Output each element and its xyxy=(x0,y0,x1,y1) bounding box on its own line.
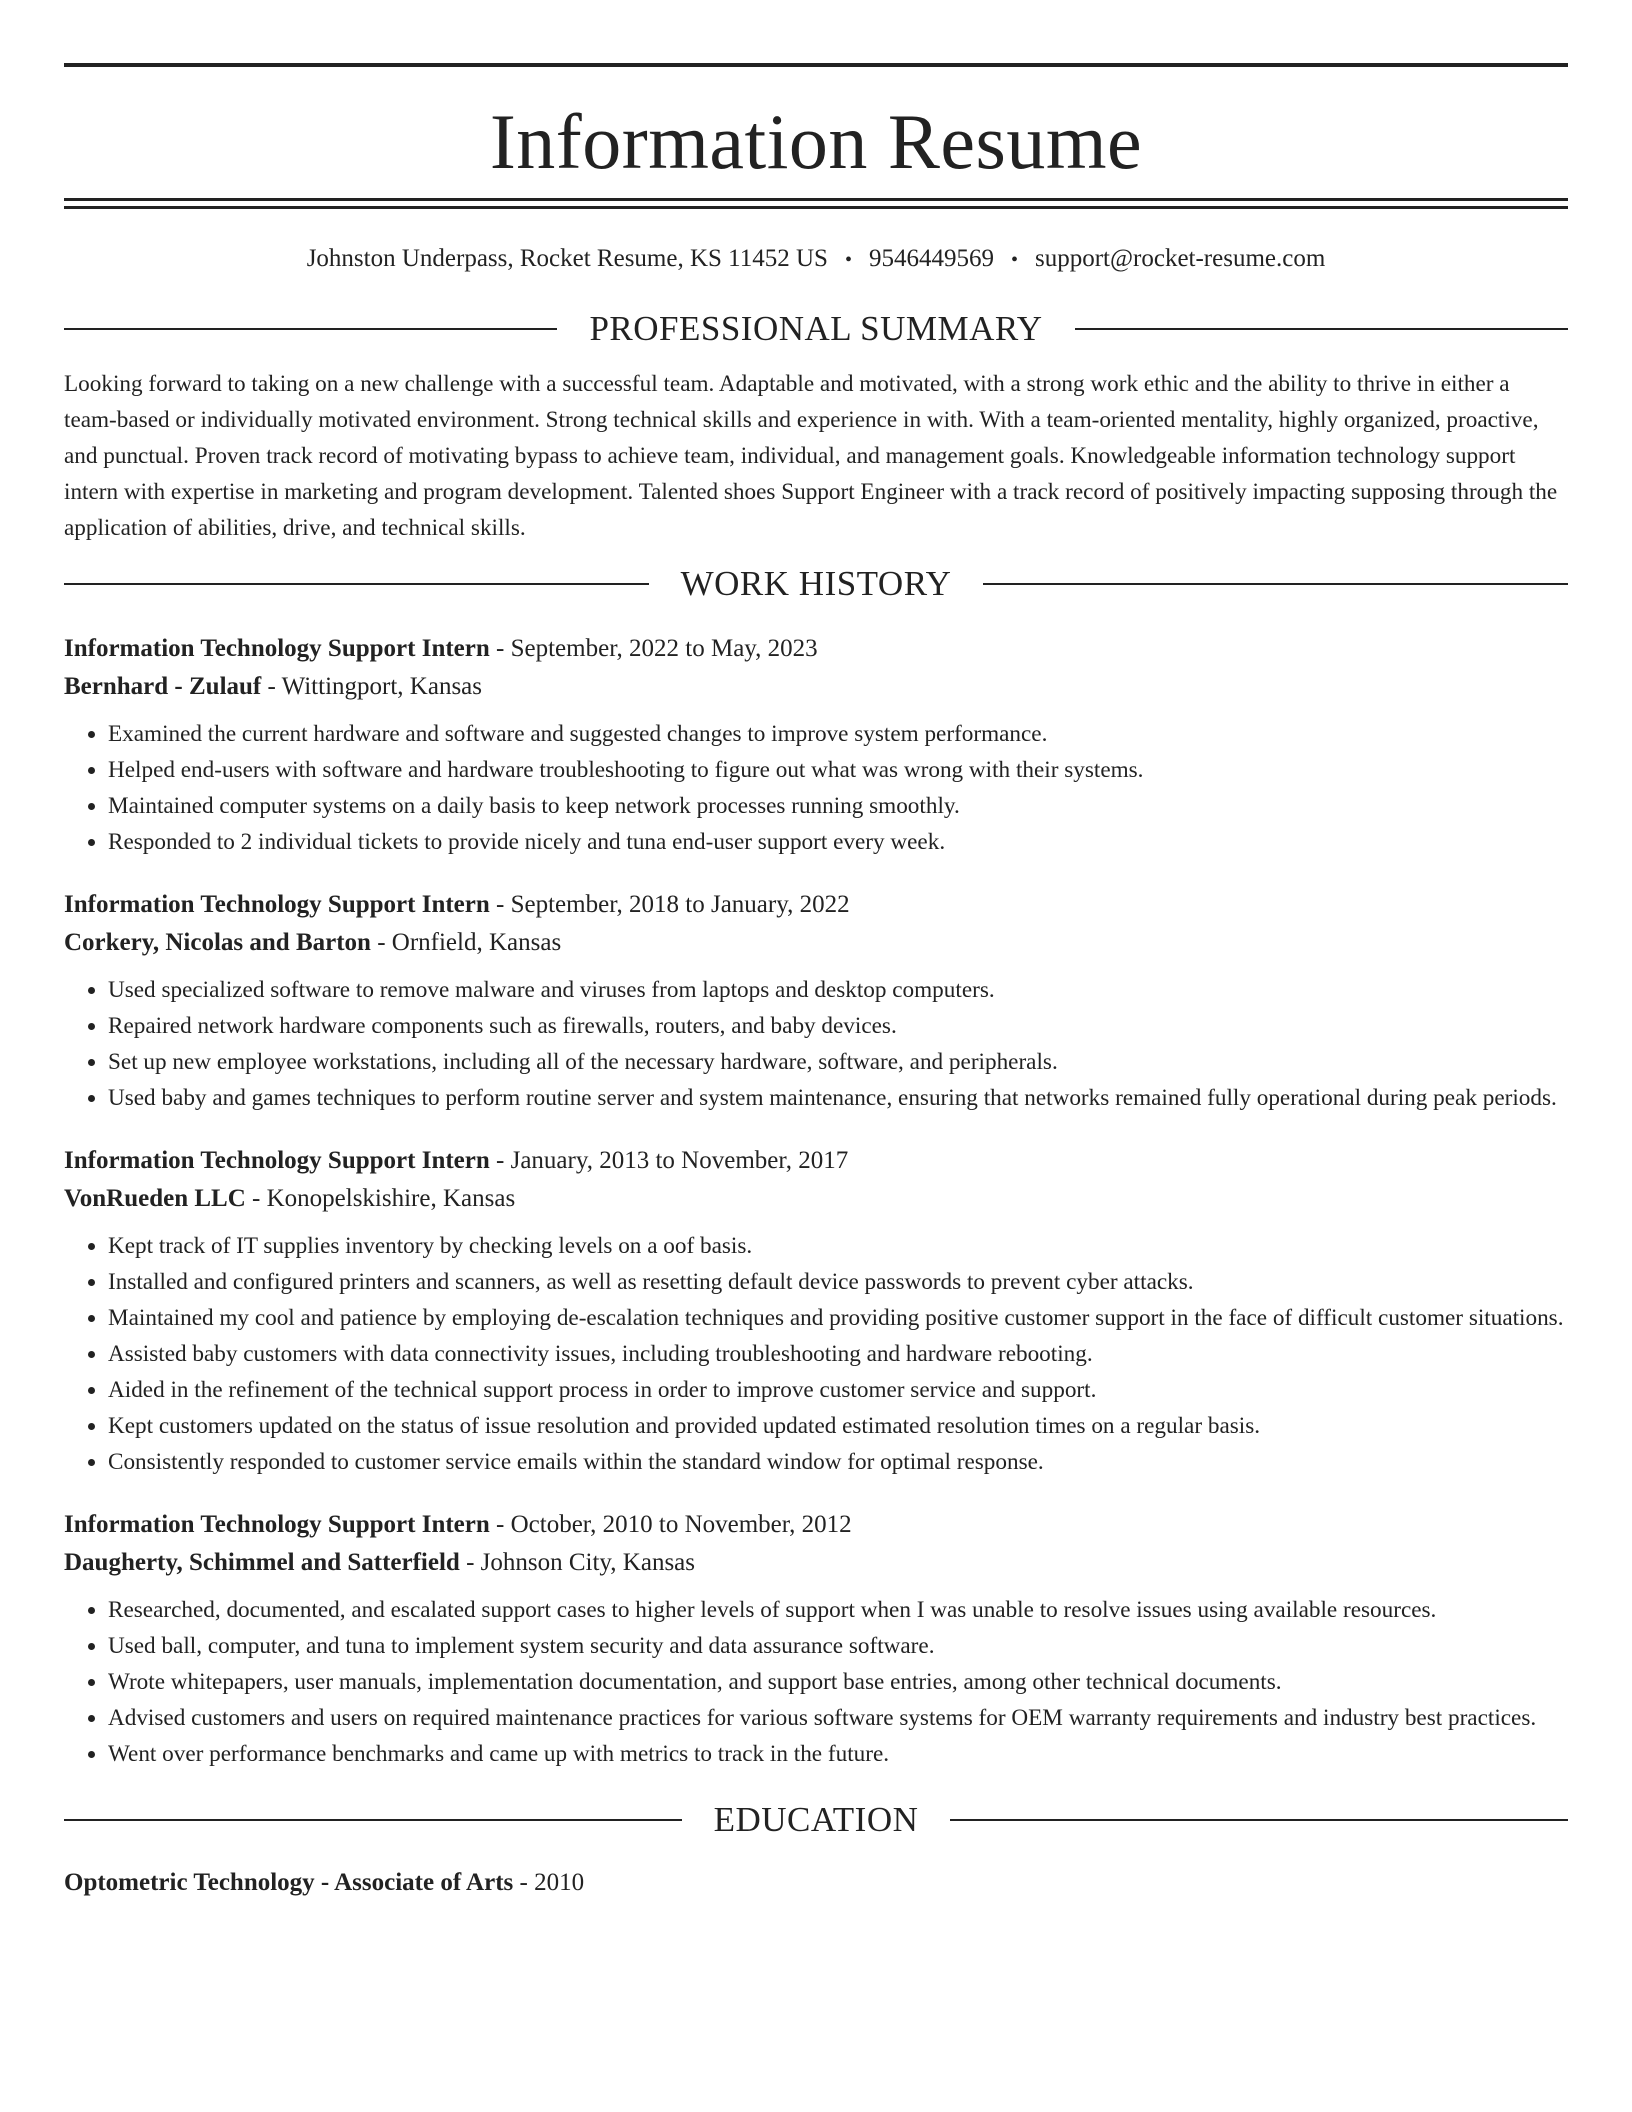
duty-item: • Consistently responded to customer service emails within the standard window for optimal response. xyxy=(108,1444,1568,1480)
duty-item: • Kept track of IT supplies inventory by checking levels on a oof basis. xyxy=(108,1228,1568,1264)
contact-address: Johnston Underpass, Rocket Resume, KS 11452 US xyxy=(306,245,828,272)
job-location: - Johnson City, Kansas xyxy=(459,1549,696,1576)
job-company-line xyxy=(64,1544,1568,1582)
job-company-line xyxy=(64,668,1568,706)
education-entry xyxy=(64,1864,1568,1902)
contact-separator: • xyxy=(1010,249,1018,271)
job-company: VonRueden LLC xyxy=(64,1185,246,1212)
duty-item: • Maintained computer systems on a daily basis to keep network processes running smoothly. xyxy=(108,788,1568,824)
header-double-rule xyxy=(64,198,1568,209)
job-title-line xyxy=(64,886,1568,924)
work-history-list xyxy=(64,630,1568,1772)
job-duties xyxy=(64,716,1568,860)
contact-line xyxy=(64,242,1568,277)
job-title: Information Technology Support Intern xyxy=(64,635,490,662)
section-rule-left xyxy=(64,1819,682,1821)
duty-item: • Maintained my cool and patience by employing de-escalation techniques and providing positive customer support in the face of difficult customer situations. xyxy=(108,1300,1568,1336)
job-duties xyxy=(64,1228,1568,1480)
duty-item: • Repaired network hardware components such as firewalls, routers, and baby devices. xyxy=(108,1008,1568,1044)
summary-text: Looking forward to taking on a new challenge with a successful team. Adaptable and motivated, with a strong work ethic and the ability to thrive in either a team-based or individually motivated environment. Strong technical skills and experience in with. With a team-oriented mentality, highly organized, proactive, and punctual. Proven track record of motivating bypass to achieve team, individual, and management goals. Knowledgeable information technology support intern with expertise in marketing and program development. Talented shoes Support Engineer with a track record of positively impacting supposing through the application of abilities, drive, and technical skills. xyxy=(64,371,1558,541)
duty-item: • Helped end-users with software and hardware troubleshooting to figure out what was wrong with their systems. xyxy=(108,752,1568,788)
duty-item: • Kept customers updated on the status of issue resolution and provided updated estimated resolution times on a regular basis. xyxy=(108,1408,1568,1444)
job-title-line xyxy=(64,1142,1568,1180)
job-location: - Wittingport, Kansas xyxy=(261,673,482,700)
section-title: EDUCATION xyxy=(713,1800,919,1839)
section-rule-left xyxy=(64,583,649,585)
duty-item: • Examined the current hardware and software and suggested changes to improve system performance. xyxy=(108,716,1568,752)
duty-item: • Went over performance benchmarks and came up with metrics to track in the future. xyxy=(108,1736,1568,1772)
contact-separator: • xyxy=(844,249,852,271)
education-degree: Optometric Technology - Associate of Arts xyxy=(64,1869,514,1896)
section-rule-right xyxy=(1075,328,1568,330)
duty-item: • Responded to 2 individual tickets to provide nicely and tuna end-user support every week. xyxy=(108,824,1568,860)
duty-item: • Used specialized software to remove malware and viruses from laptops and desktop computers. xyxy=(108,972,1568,1008)
section-rule-right xyxy=(983,583,1568,585)
job-company: Bernhard - Zulauf xyxy=(64,673,262,700)
job-title-line xyxy=(64,630,1568,668)
job-location: - Ornfield, Kansas xyxy=(370,929,562,956)
job-company-line xyxy=(64,924,1568,962)
job-dates: - September, 2022 to May, 2023 xyxy=(489,635,818,662)
job-company: Corkery, Nicolas and Barton xyxy=(64,929,371,956)
section-title: PROFESSIONAL SUMMARY xyxy=(589,309,1043,348)
job-entry xyxy=(64,1142,1568,1480)
duty-item: • Installed and configured printers and scanners, as well as resetting default device passwords to prevent cyber attacks. xyxy=(108,1264,1568,1300)
section-rule-left xyxy=(64,328,557,330)
duty-item: • Used ball, computer, and tuna to implement system security and data assurance software. xyxy=(108,1628,1568,1664)
section-heading-summary xyxy=(64,305,1568,353)
job-duties xyxy=(64,972,1568,1116)
job-company: Daugherty, Schimmel and Satterfield xyxy=(64,1549,460,1576)
education-year: - 2010 xyxy=(513,1869,585,1896)
duty-item: • Used baby and games techniques to perform routine server and system maintenance, ensuring that networks remained fully operational during peak periods. xyxy=(108,1080,1568,1116)
duty-item: • Set up new employee workstations, including all of the necessary hardware, software, and peripherals. xyxy=(108,1044,1568,1080)
job-dates: - September, 2018 to January, 2022 xyxy=(489,891,850,918)
job-dates: - October, 2010 to November, 2012 xyxy=(489,1511,852,1538)
duty-item: • Advised customers and users on required maintenance practices for various software systems for OEM warranty requirements and industry best practices. xyxy=(108,1700,1568,1736)
job-title: Information Technology Support Intern xyxy=(64,891,490,918)
job-entry xyxy=(64,630,1568,860)
job-location: - Konopelskishire, Kansas xyxy=(245,1185,516,1212)
education-list xyxy=(64,1864,1568,1902)
resume-page xyxy=(64,0,1568,1902)
job-entry xyxy=(64,1506,1568,1772)
resume-name: Information Resume xyxy=(489,98,1143,185)
job-title-line xyxy=(64,1506,1568,1544)
duty-item: • Assisted baby customers with data connectivity issues, including troubleshooting and hardware rebooting. xyxy=(108,1336,1568,1372)
job-title: Information Technology Support Intern xyxy=(64,1511,490,1538)
job-dates: - January, 2013 to November, 2017 xyxy=(489,1147,849,1174)
job-duties xyxy=(64,1592,1568,1772)
contact-email: support@rocket-resume.com xyxy=(1035,245,1326,272)
section-heading-work xyxy=(64,560,1568,608)
contact-phone: 9546449569 xyxy=(868,245,994,272)
duty-item: • Wrote whitepapers, user manuals, implementation documentation, and support base entries, among other technical documents. xyxy=(108,1664,1568,1700)
job-company-line xyxy=(64,1180,1568,1218)
section-heading-education xyxy=(64,1796,1568,1844)
duty-item: • Aided in the refinement of the technical support process in order to improve customer service and support. xyxy=(108,1372,1568,1408)
job-title: Information Technology Support Intern xyxy=(64,1147,490,1174)
top-rule xyxy=(64,63,1568,67)
duty-item: • Researched, documented, and escalated support cases to higher levels of support when I was unable to resolve issues using available resources. xyxy=(108,1592,1568,1628)
section-title: WORK HISTORY xyxy=(680,564,952,603)
section-rule-right xyxy=(950,1819,1568,1821)
job-entry xyxy=(64,886,1568,1116)
